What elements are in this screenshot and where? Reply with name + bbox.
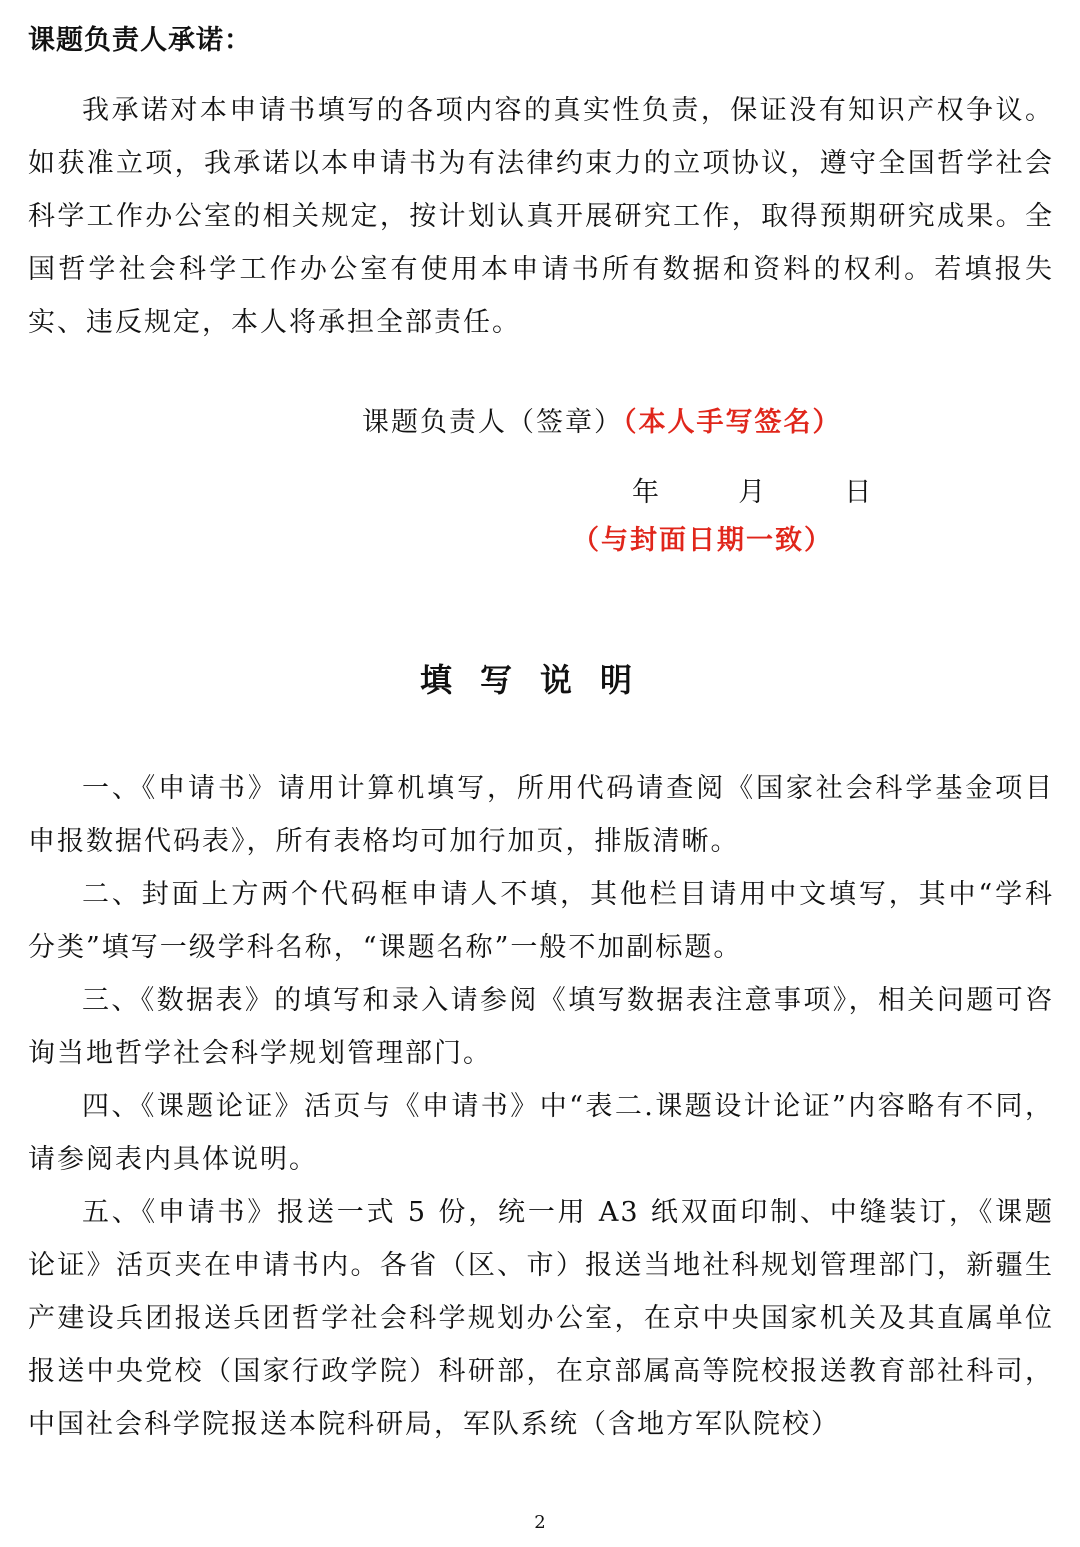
instruction-item-2: 二、封面上方两个代码框申请人不填，其他栏目请用中文填写，其中“学科分类”填写一级学科名称，“课题名称”一般不加副标题。 (28, 879, 1054, 963)
instructions-title: 填写说明 (419, 661, 660, 699)
signature-line (362, 400, 842, 439)
day-label: 日 (844, 477, 872, 508)
signature-note: （本人手写签名） (623, 407, 842, 438)
instruction-item-1: 一、《申请书》请用计算机填写，所用代码请查阅《国家社会科学基金项目申报数据代码表》，所有表格均可加行加页，排版清晰。 (28, 773, 1054, 857)
instruction-item-5: 五、《申请书》报送一式 5 份，统一用 A3 纸双面印制、中缝装订，《课题论证》活页夹在申请书内。各省（区、市）报送当地社科规划管理部门，新疆生产建设兵团报送兵团哲学社会科学规划办公室，在京中央国家机关及其直属单位报送中央党校（国家行政学院）科研部，在京部属高等院校报送教育部社科司，中国社会科学院报送本院科研局，军队系统（含地方军队院校） (28, 1197, 1054, 1440)
year-label: 年 (632, 477, 659, 508)
instruction-item-4: 四、《课题论证》活页与《申请书》中“表二.课题设计论证”内容略有不同，请参阅表内具体说明。 (28, 1091, 1054, 1175)
date-line (632, 470, 871, 509)
signature-label: 课题负责人（签章） (362, 407, 623, 438)
month-label: 月 (738, 477, 766, 508)
instruction-item-3: 三、《数据表》的填写和录入请参阅《填写数据表注意事项》，相关问题可咨询当地哲学社会科学规划管理部门。 (28, 985, 1054, 1069)
pledge-heading: 课题负责人承诺： (28, 25, 252, 56)
pledge-body: 我承诺对本申请书填写的各项内容的真实性负责，保证没有知识产权争议。如获准立项，我承诺以本申请书为有法律约束力的立项协议，遵守全国哲学社会科学工作办公室的相关规定，按计划认真开展研究工作，取得预期研究成果。全国哲学社会科学工作办公室有使用本申请书所有数据和资料的权利。若填报失实、违反规定，本人将承担全部责任。 (28, 95, 1054, 338)
date-note: （与封面日期一致） (572, 525, 833, 556)
page-number: 2 (534, 1512, 546, 1533)
